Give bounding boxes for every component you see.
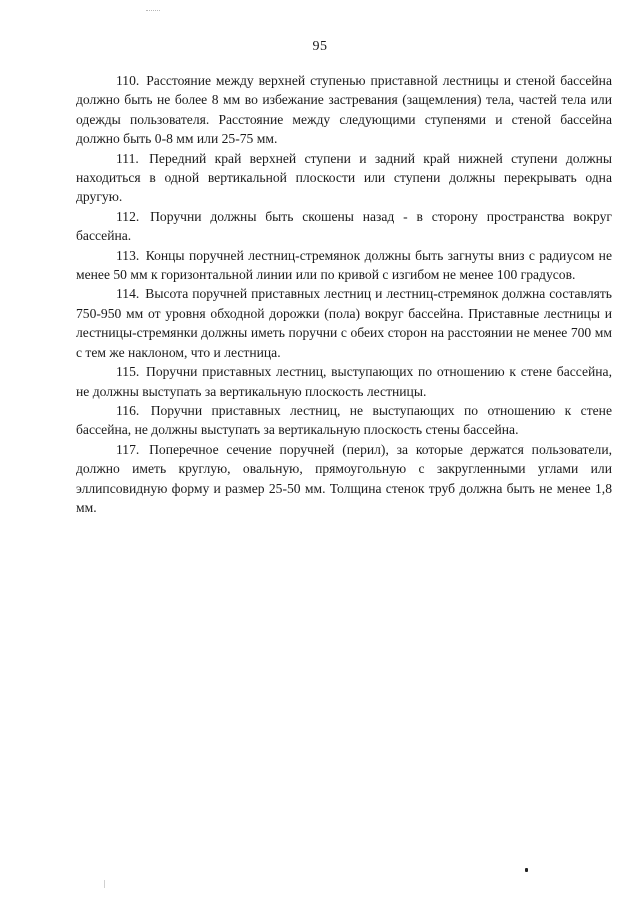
paragraph-number: 111. — [116, 150, 139, 166]
paragraph-110 — [76, 71, 612, 149]
paragraph-number: 110. — [116, 73, 140, 88]
paragraph-text: Расстояние между верхней ступенью приставной лестницы и стеной бассейна должно быть не более 8 мм во избежание застревания (защемления) тела, частей тела или одежды пользователя. Расстояние между следующими ступенями и стеной бассейна должно быть 0-8 мм или 25-75 мм. — [76, 73, 612, 147]
paragraph-text: Концы поручней лестниц-стремянок должны быть загнуты вниз с радиусом не менее 50 мм к горизонтальной линии или по кривой с изгибом не менее 100 градусов. — [76, 247, 612, 283]
paragraph-112 — [76, 207, 612, 246]
paragraph-111 — [76, 149, 612, 207]
paragraph-number: 113. — [116, 247, 140, 263]
ink-dot — [525, 868, 528, 872]
paragraph-number: 115. — [116, 364, 140, 380]
page-number: 95 — [312, 39, 328, 54]
paragraph-115 — [76, 362, 612, 401]
paragraph-117 — [76, 440, 612, 518]
paragraph-text: Поручни должны быть скошены назад - в сторону пространства вокруг бассейна. — [76, 208, 612, 244]
paragraph-text: Высота поручней приставных лестниц и лестниц-стремянок должна составлять 750-950 мм от уровня обходной дорожки (пола) вокруг бассейна. Приставные лестницы и лестницы-стремянки должны иметь поручни с обеих сторон на расстоянии не менее 700 мм с тем же наклоном, что и лестница. — [76, 286, 612, 360]
paragraph-number: 112. — [116, 208, 140, 224]
scan-artifact — [146, 10, 160, 13]
document-body — [76, 71, 612, 517]
paragraph-116 — [76, 401, 612, 440]
paragraph-text: Передний край верхней ступени и задний край нижней ступени должны находиться в одной вертикальной плоскости или ступени должны перекрывать одна другую. — [76, 150, 612, 205]
paragraph-number: 116. — [116, 402, 140, 418]
paragraph-number: 114. — [116, 286, 140, 302]
scan-artifact-mark — [104, 880, 105, 888]
paragraph-text: Поручни приставных лестниц, выступающих по отношению к стене бассейна, не должны выступать за вертикальную плоскость лестницы. — [76, 364, 612, 399]
paragraph-text: Поперечное сечение поручней (перил), за которые держатся пользователи, должно иметь круглую, овальную, прямоугольную с закругленными углами или эллипсовидную форму и размер 25-50 мм. Толщина стенок труб должна быть не менее 1,8 мм. — [76, 441, 612, 515]
paragraph-114 — [76, 284, 612, 362]
paragraph-text: Поручни приставных лестниц, не выступающих по отношению к стене бассейна, не должны выступать за вертикальную плоскость стены бассейна. — [76, 402, 612, 438]
paragraph-number: 117. — [116, 441, 140, 457]
paragraph-113 — [76, 246, 612, 285]
